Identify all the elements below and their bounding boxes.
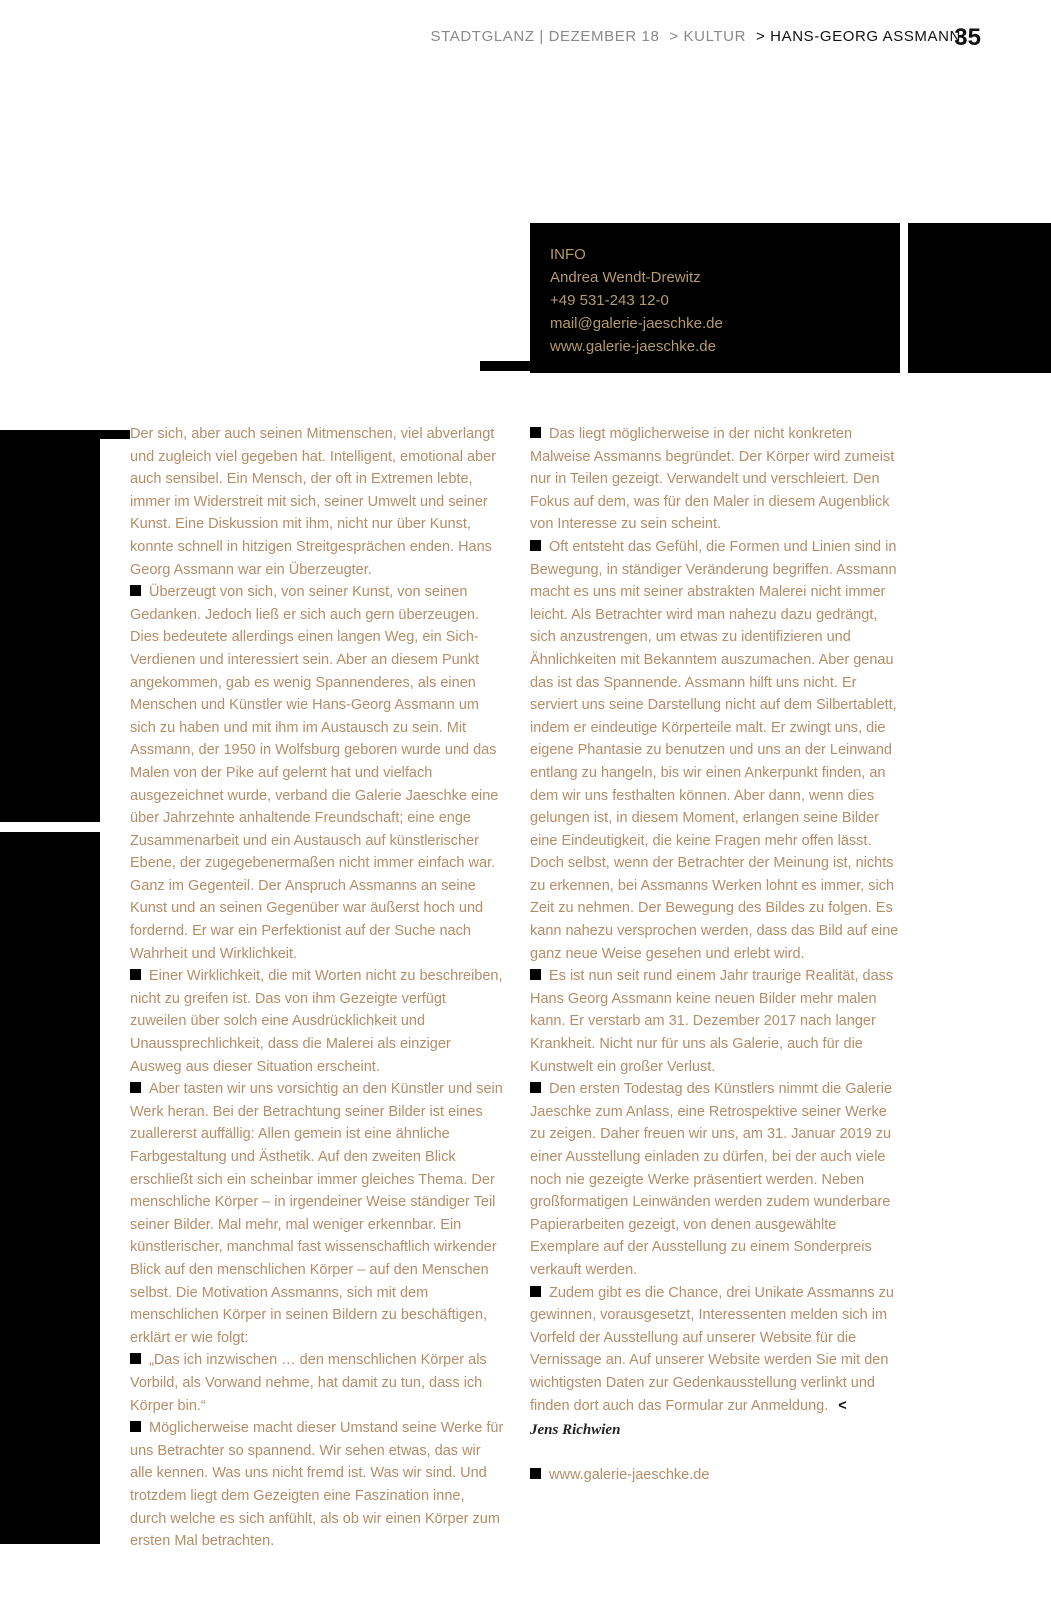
footer-link-text[interactable]: www.galerie-jaeschke.de [549, 1466, 710, 1483]
author-signature: Jens Richwien [530, 1422, 621, 1439]
paragraph: Einer Wirklichkeit, die mit Worten nicht zu beschreiben, nicht zu greifen ist. Das von ihm Gezeigte verfügt zuweilen über solch eine Ausdrücklichkeit und Unaussprechlichkeit, dass die Malerei als einziger Ausweg aus dieser Situation erscheint. [130, 968, 503, 1075]
page-number: 35 [954, 24, 981, 51]
paragraph: Möglicherweise macht dieser Umstand seine Werke für uns Betrachter so spannend. Wir sehen etwas, das wir alle kennen. Was uns nicht fremd ist. Was wir sind. Und trotzdem liegt dem Gezeigten eine Faszination inne, durch welche es sich anfühlt, als ob wir einen Körper zum ersten Mal betrachten. [130, 1420, 504, 1550]
paragraph: Zudem gibt es die Chance, drei Unikate Assmanns zu gewinnen, vorausgesetzt, Interessenten melden sich im Vorfeld der Ausstellung auf unserer Website für die Vernissage an. Auf unserer Website werden Sie mit den wichtigsten Daten zur Gedenkausstellung verlinkt und finden dort auch das Formular zur Anmeldung. < [530, 1284, 894, 1414]
paragraph-square-marker [530, 540, 541, 551]
info-box [530, 223, 900, 373]
image-block-left-upper [0, 430, 100, 822]
paragraph: Es ist nun seit rund einem Jahr traurige Realität, dass Hans Georg Assmann keine neuen Bilder mehr malen kann. Er verstarb am 31. Dezember 2017 nach langer Krankheit. Nicht nur für uns als Galerie, auch für die Kunstwelt ein großer Verlust. [530, 968, 894, 1075]
end-mark: < [838, 1397, 847, 1414]
paragraph-square-marker [130, 1082, 141, 1093]
paragraph: Den ersten Todestag des Künstlers nimmt die Galerie Jaeschke zum Anlass, eine Retrospektive seiner Werke zu zeigen. Daher freuen wir uns, am 31. Januar 2019 zu einer Ausstellung einladen zu dürfen, bei der auch viele noch nie gezeigte Werke präsentiert werden. Neben großformatigen Leinwänden werden zudem wunderbare Papierarbeiten gezeigt, von denen ausgewählte Exemplare auf der Ausstellung zu einem Sonderpreis verkauft werden. [530, 1081, 893, 1278]
footer-link[interactable] [530, 1464, 904, 1487]
paragraph-square-marker [530, 1082, 541, 1093]
paragraph: Überzeugt von sich, von seiner Kunst, von seinen Gedanken. Jedoch ließ er sich auch gern überzeugen. Dies bedeutete allerdings einen langen Weg, ein Sich-Verdienen und interessiert sein. Aber an diesem Punkt angekommen, gab es wenig Spannenderes, als einen Menschen und Künstler wie Hans-Georg Assmann um sich zu haben und mit ihm im Austausch zu sein. Mit Assmann, der 1950 in Wolfsburg geboren wurde und das Malen von der Pike auf gelernt hat und vielfach ausgezeichnet wurde, verband die Galerie Jaeschke eine über Jahrzehnte anhaltende Freundschaft; eine enge Zusammenarbeit und ein Austausch auf künstlerischer Ebene, der zugegebenermaßen nicht immer einfach war. Ganz im Gegenteil. Der Anspruch Assmanns an seine Kunst und an seinen Gegenüber war äußerst hoch und fordernd. Er war ein Perfektionist auf der Suche nach Wahrheit und Wirklichkeit. [130, 584, 499, 962]
connector-bar [480, 361, 532, 371]
paragraph-square-marker [530, 427, 541, 438]
breadcrumb-section: > KULTUR [669, 28, 747, 45]
info-phone: +49 531-243 12-0 [550, 292, 669, 309]
paragraph: Oft entsteht das Gefühl, die Formen und Linien sind in Bewegung, in ständiger Veränderung begriffen. Assmann macht es uns mit seiner abstrakten Malerei nicht immer leicht. Als Betrachter wird man nahezu dazu gedrängt, sich anzustrengen, um etwas zu identifizieren und Ähnlichkeiten mit Bekanntem auszumachen. Aber genau das ist das Spannende. Assmann hilft uns nicht. Er serviert uns seine Darstellung nicht auf dem Silbertablett, indem er eindeutige Körperteile malt. Er zwingt uns, die eigene Phantasie zu benutzen und uns an der Leinwand entlang zu hangeln, bis wir einen Ankerpunkt finden, an dem wir uns festhalten können. Aber dann, wenn dies gelungen ist, in diesem Moment, erlangen seine Bilder eine Eindeutigkeit, die keine Fragen mehr offen lässt. Doch selbst, wenn der Betrachter der Meinung ist, nichts zu erkennen, bei Assmanns Werken lohnt es immer, sich Zeit zu nehmen. Der Bewegung des Bildes zu folgen. Es kann nahezu versprochen werden, dass das Bild auf eine ganz neue Weise gesehen und erlebt wird. [530, 538, 899, 962]
paragraph-square-marker [130, 1353, 141, 1364]
breadcrumb-article: > HANS-GEORG ASSMANN [756, 28, 961, 45]
paragraph: Aber tasten wir uns vorsichtig an den Künstler und sein Werk heran. Bei der Betrachtung seiner Bilder ist eines zuallererst auffällig: Allen gemein ist eine ähnliche Farbgestaltung und Ästhetik. Auf den zweiten Blick erschließt sich ein scheinbar immer gleiches Thema. Der menschliche Körper – in irgendeiner Weise ständiger Teil seiner Bilder. Mal mehr, mal weniger erkennbar. Ein künstlerischer, manchmal fast wissenschaftlich wirkender Blick auf den menschlichen Körper – auf den Menschen selbst. Die Motivation Assmanns, sich mit dem menschlichen Körper in seinen Bildern zu beschäftigen, erklärt er wie folgt: [130, 1081, 503, 1346]
quote-paragraph: „Das ich inzwischen … den menschlichen Körper als Vorbild, als Vorwand nehme, hat damit zu tun, dass ich Körper bin.“ [130, 1352, 487, 1414]
article-column-left [130, 423, 504, 1553]
image-block-left-lower [0, 832, 100, 1544]
article-column-right [530, 423, 904, 1486]
running-header [431, 28, 961, 45]
info-title: INFO [550, 246, 586, 263]
image-block-top-right [908, 223, 1051, 373]
paragraph-square-marker [130, 969, 141, 980]
paragraph: Der sich, aber auch seinen Mitmenschen, viel abverlangt und zugleich viel gegeben hat. Intelligent, emotional aber auch sensibel. Ein Mensch, der oft in Extremen lebte, immer im Widerstreit mit sich, seiner Umwelt und seiner Kunst. Eine Diskussion mit ihm, nicht nur über Kunst, konnte schnell in hitzigen Streitgesprächen enden. Hans Georg Assmann war ein Überzeugter. [130, 426, 496, 578]
paragraph-square-marker [130, 585, 141, 596]
connector-bar-left [100, 430, 130, 439]
paragraph: Das liegt möglicherweise in der nicht konkreten Malweise Assmanns begründet. Der Körper wird zumeist nur in Teilen gezeigt. Verwandelt und verschleiert. Den Fokus auf dem, was für den Maler in diesem Augenblick von Interesse zu sein scheint. [530, 426, 895, 533]
paragraph-square-marker [130, 1421, 141, 1432]
info-contact-name: Andrea Wendt-Drewitz [550, 269, 701, 286]
info-email[interactable]: mail@galerie-jaeschke.de [550, 315, 723, 332]
paragraph-square-marker [530, 1286, 541, 1297]
paragraph-square-marker [530, 969, 541, 980]
link-square-marker [530, 1468, 541, 1479]
info-website[interactable]: www.galerie-jaeschke.de [550, 338, 716, 355]
magazine-issue: STADTGLANZ | DEZEMBER 18 [430, 28, 660, 45]
